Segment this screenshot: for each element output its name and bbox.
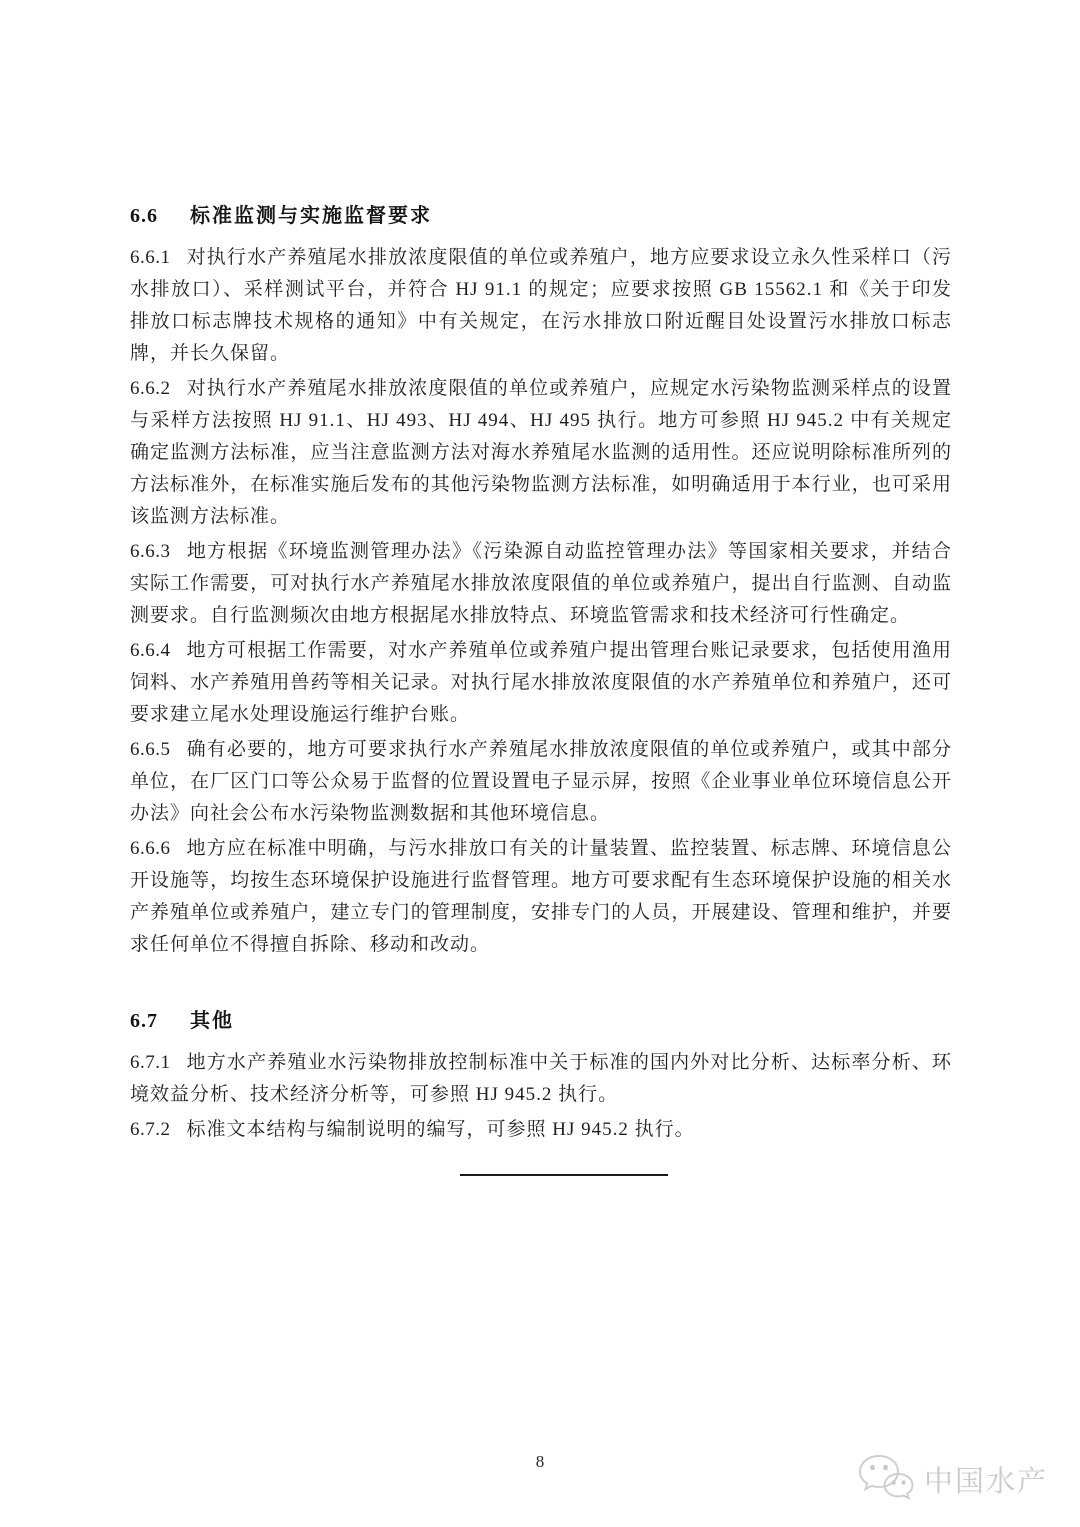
clause-number: 6.6.5 xyxy=(130,739,171,760)
clause-text: 地方应在标准中明确，与污水排放口有关的计量装置、监控装置、标志牌、环境信息公开设施等，均按生态环境保护设施进行监督管理。地方可要求配有生态环境保护设施的相关水产养殖单位或养殖户，建立专门的管理制度，安排专门的人员，开展建设、管理和维护，并要求任何单位不得擅自拆除、移动和改动。 xyxy=(130,838,952,955)
clause-text: 对执行水产养殖尾水排放浓度限值的单位或养殖户，地方应要求设立永久性采样口（污水排放口）、采样测试平台，并符合 HJ 91.1 的规定；应要求按照 GB 15562.1 和《关于印发排放口标志牌技术规格的通知》中有关规定，在污水排放口附近醒目处设置污水排放口标志牌，并长久保留。 xyxy=(130,247,952,364)
section-number: 6.7 xyxy=(130,1010,158,1032)
watermark-label: 中国水产 xyxy=(923,1465,1048,1498)
section-heading xyxy=(130,1005,952,1037)
clause-text: 地方水产养殖业水污染物排放控制标准中关于标准的国内外对比分析、达标率分析、环境效益分析、技术经济分析等，可参照 HJ 945.2 执行。 xyxy=(130,1052,952,1105)
watermark xyxy=(856,1452,1048,1506)
paragraph-6-7-2 xyxy=(130,1114,952,1146)
clause-number: 6.7.1 xyxy=(130,1052,171,1073)
paragraph-6-6-2 xyxy=(130,373,952,533)
section-heading xyxy=(130,200,952,232)
paragraph-6-7-1 xyxy=(130,1047,952,1111)
clause-text: 确有必要的，地方可要求执行水产养殖尾水排放浓度限值的单位或养殖户，或其中部分单位，在厂区门口等公众易于监督的位置设置电子显示屏，按照《企业事业单位环境信息公开办法》向社会公布水污染物监测数据和其他环境信息。 xyxy=(130,739,952,824)
clause-text: 标准文本结构与编制说明的编写，可参照 HJ 945.2 执行。 xyxy=(186,1119,695,1140)
paragraph-6-6-1 xyxy=(130,242,952,370)
wechat-icon xyxy=(856,1452,916,1506)
paragraph-6-6-3 xyxy=(130,536,952,632)
clause-text: 对执行水产养殖尾水排放浓度限值的单位或养殖户，应规定水污染物监测采样点的设置与采样方法按照 HJ 91.1、HJ 493、HJ 494、HJ 495 执行。地方可参照 HJ 945.2 中有关规定确定监测方法标准，应当注意监测方法对海水养殖尾水监测的适用性。还应说明除标准所列的方法标准外，在标准实施后发布的其他污染物监测方法标准，如明确适用于本行业，也可采用该监测方法标准。 xyxy=(130,378,952,527)
section-title: 标准监测与实施监督要求 xyxy=(190,205,432,227)
page-number: 8 xyxy=(535,1452,545,1471)
section-6-7 xyxy=(130,1005,952,1146)
paragraph-6-6-5 xyxy=(130,734,952,830)
clause-text: 地方根据《环境监测管理办法》《污染源自动监控管理办法》等国家相关要求，并结合实际工作需要，可对执行水产养殖尾水排放浓度限值的单位或养殖户，提出自行监测、自动监测要求。自行监测频次由地方根据尾水排放特点、环境监管需求和技术经济可行性确定。 xyxy=(130,541,952,626)
clause-number: 6.6.6 xyxy=(130,838,171,859)
clause-number: 6.6.2 xyxy=(130,378,171,399)
clause-number: 6.6.1 xyxy=(130,247,171,268)
clause-number: 6.6.4 xyxy=(130,640,171,661)
paragraph-6-6-6 xyxy=(130,833,952,961)
clause-text: 地方可根据工作需要，对水产养殖单位或养殖户提出管理台账记录要求，包括使用渔用饲料、水产养殖用兽药等相关记录。对执行尾水排放浓度限值的水产养殖单位和养殖户，还可要求建立尾水处理设施运行维护台账。 xyxy=(130,640,952,725)
section-number: 6.6 xyxy=(130,205,158,227)
divider-line xyxy=(460,1174,668,1176)
paragraph-6-6-4 xyxy=(130,635,952,731)
page-body xyxy=(130,200,952,1149)
section-6-6 xyxy=(130,200,952,961)
clause-number: 6.7.2 xyxy=(130,1119,171,1140)
clause-number: 6.6.3 xyxy=(130,541,171,562)
section-title: 其他 xyxy=(190,1010,234,1032)
